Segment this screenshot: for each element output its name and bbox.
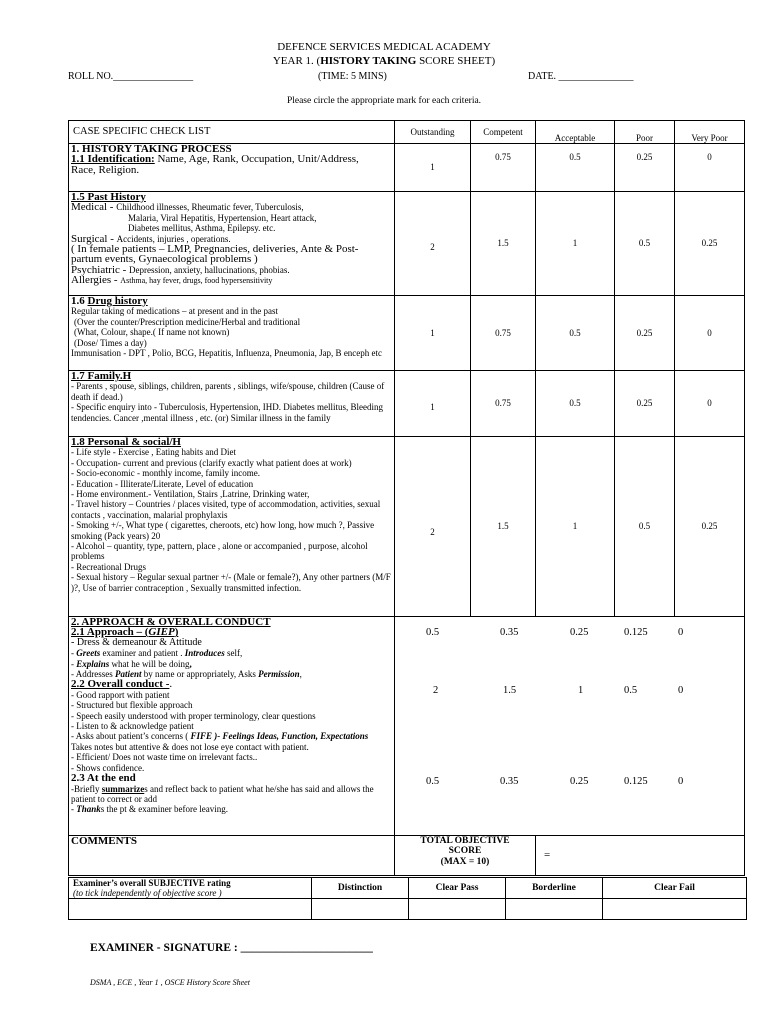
table-row-personal-social <box>69 437 745 617</box>
score-outstanding[interactable]: 2 <box>395 437 471 617</box>
table-row-comments <box>69 836 745 876</box>
drug-history-cell: 1.6 Drug history Regular taking of medications – at present and in the past (Over the counter/Prescription medicine/Herbal and traditional (What, Colour, shape.( If name not known) (Dose/ Times a day) Immunisation - DPT , Polio, BCG, Hepatitis, Influenza, Pneumonia, Jap, B enceph etc <box>69 296 395 371</box>
end-score-acceptable[interactable]: 0.25 <box>570 776 589 787</box>
family-history-cell: 1.7 Family.H - Parents , spouse, siblings, children, parents , siblings, wife/spouse, children (Cause of death if dead.) - Specific enquiry into - Tuberculosis, Hypertension, IHD. Diabetes mellitus, Bleeding tendencies. Cancer ,mental illness , etc. (or) Similar illness in the family <box>69 371 395 437</box>
drug-history-heading: Drug history <box>87 295 148 307</box>
total-score-field[interactable]: = <box>536 836 745 876</box>
conduct-score-outstanding[interactable]: 2 <box>433 685 439 696</box>
footer-text: DSMA , ECE , Year 1 , OSCE History Score Sheet <box>90 978 250 987</box>
score-outstanding[interactable]: 1 <box>395 144 471 192</box>
past-history-heading: 1.5 Past History <box>71 191 146 203</box>
institution-title: DEFENCE SERVICES MEDICAL ACADEMY <box>277 41 491 53</box>
score-competent[interactable]: 0.75 <box>471 371 536 437</box>
tick-distinction[interactable] <box>312 899 409 920</box>
identification-heading: 1.1 Identification: <box>71 153 155 166</box>
score-very-poor[interactable]: 0 <box>675 296 745 371</box>
header-acceptable: Acceptable <box>536 121 615 144</box>
approach-score-poor[interactable]: 0.125 <box>624 627 648 638</box>
examiner-signature-line[interactable]: EXAMINER - SIGNATURE : _______________________ <box>90 942 373 954</box>
tick-borderline[interactable] <box>506 899 603 920</box>
score-poor[interactable]: 0.25 <box>615 296 675 371</box>
conduct-score-very-poor[interactable]: 0 <box>678 685 684 696</box>
checklist-table <box>68 120 745 876</box>
score-very-poor[interactable]: 0.25 <box>675 437 745 617</box>
tick-clear-pass[interactable] <box>409 899 506 920</box>
identification-cell: 1. HISTORY TAKING PROCESS 1.1 Identification: Name, Age, Rank, Occupation, Unit/Address, Race, Religion. <box>69 144 395 192</box>
score-acceptable[interactable]: 0.5 <box>536 371 615 437</box>
approach-score-outstanding[interactable]: 0.5 <box>426 627 440 638</box>
header-poor: Poor <box>615 121 675 144</box>
personal-social-cell: 1.8 Personal & social/H - Life style - Exercise , Eating habits and Diet - Occupation- current and previous (clarify exactly what patient does at work) - Socio-economic - monthly income, family income. - Education - Illiterate/Literate, Level of education - Home environment.- Ventilation, Stairs ,Latrine, Drinking water, - Travel history – Countries / places visited, type of accommodation, activities, sexual contacts , vaccination, malarial prophylaxis - Smoking +/-, What type ( cigarettes, cheroots, etc) how long, how much ?, Passive smoking (Pack years) 20 - Alcohol – quantity, type, pattern, place , alone or accompanied , purpose, alcohol problems - Recreational Drugs - Sexual history – Regular sexual partner +/- (Male or female?), Any other partners (M/F )?, Use of barrier contraception , Sexually transmitted infection. <box>69 437 395 617</box>
table-header-row <box>69 121 745 144</box>
score-competent[interactable]: 1.5 <box>471 192 536 296</box>
table-row-family-history <box>69 371 745 437</box>
score-acceptable[interactable]: 1 <box>536 437 615 617</box>
rating-clear-pass: Clear Pass <box>409 878 506 899</box>
table-row-drug-history <box>69 296 745 371</box>
header-checklist: CASE SPECIFIC CHECK LIST <box>69 121 395 144</box>
score-outstanding[interactable]: 1 <box>395 371 471 437</box>
score-very-poor[interactable]: 0 <box>675 371 745 437</box>
comments-label: COMMENTS <box>71 835 137 847</box>
date-field[interactable]: DATE. _______________ <box>528 71 634 82</box>
conduct-score-competent[interactable]: 1.5 <box>503 685 517 696</box>
instruction-text: Please circle the appropriate mark for each criteria. <box>286 96 482 106</box>
personal-social-heading: 1.8 Personal & social/H <box>71 436 181 448</box>
score-poor[interactable]: 0.25 <box>615 144 675 192</box>
score-poor[interactable]: 0.5 <box>615 437 675 617</box>
approach-score-acceptable[interactable]: 0.25 <box>570 627 589 638</box>
family-history-heading: 1.7 Family.H <box>71 370 132 382</box>
conduct-heading: 2.2 Overall conduct - <box>71 678 170 691</box>
end-score-competent[interactable]: 0.35 <box>500 776 519 787</box>
score-competent[interactable]: 1.5 <box>471 437 536 617</box>
score-acceptable[interactable]: 0.5 <box>536 296 615 371</box>
conduct-score-acceptable[interactable]: 1 <box>578 685 584 696</box>
approach-conduct-cell: 2. APPROACH & OVERALL CONDUCT 2.1 Approach – (GIEP) - Dress & demeanour & Attitude - Greets examiner and patient . Introduces self, - Explains what he will be doing, - Addresses Patient by name or appropriately, Asks Permission, 2.2 Overall conduct -. - Good rapport with patient - Structured but flexible approach - Speech easily understood with proper terminology, clear questions - Listen to & acknowledge patient - Asks about patient’s concerns ( FIFE )- Feelings Ideas, Function, Expectations Takes notes but attentive & does not lose eye contact with patient. - Efficient/ Does not waste time on irrelevant facts.. - Shows confidence. 2.3 At the end -Briefly summarizes and reflect back to patient what he/she has said and allows the patient to correct or add - Thanks the pt & examiner before leaving. <box>69 617 395 836</box>
rating-header-row <box>69 878 747 899</box>
table-row-past-history <box>69 192 745 296</box>
score-very-poor[interactable]: 0 <box>675 144 745 192</box>
approach-score-very-poor[interactable]: 0 <box>678 627 684 638</box>
roll-no-field[interactable]: ROLL NO.________________ <box>68 71 194 82</box>
rating-label: Examiner’s overall SUBJECTIVE rating (to tick independently of objective score ) <box>69 878 312 899</box>
header-competent: Competent <box>471 121 536 144</box>
time-label: (TIME: 5 MINS) <box>318 71 387 82</box>
header-very-poor: Very Poor <box>675 121 745 144</box>
conduct-score-poor[interactable]: 0.5 <box>624 685 638 696</box>
score-outstanding[interactable]: 1 <box>395 296 471 371</box>
approach-scores-cell <box>395 617 745 836</box>
approach-score-competent[interactable]: 0.35 <box>500 627 519 638</box>
approach-heading: 2.1 Approach – (GIEP) <box>71 626 179 639</box>
rating-clear-fail: Clear Fail <box>603 878 747 899</box>
subjective-rating-table <box>68 877 747 920</box>
score-acceptable[interactable]: 0.5 <box>536 144 615 192</box>
section-approach-conduct: 2. APPROACH & OVERALL CONDUCT <box>71 616 271 628</box>
score-poor[interactable]: 0.5 <box>615 192 675 296</box>
table-row-approach-conduct <box>69 617 745 836</box>
past-history-cell: 1.5 Past History Medical - Childhood illnesses, Rheumatic fever, Tuberculosis, Malaria, Viral Hepatitis, Hypertension, Heart attack, Diabetes mellitus, Asthma, Epilepsy. etc. Surgical - Accidents, injuries , operations. ( In female patients – LMP, Pregnancies, deliveries, Ante & Post- partum events, Gynaecological problems ) Psychiatric - Depression, anxiety, hallucinations, phobias. Allergies - Asthma, hay fever, drugs, food hypersensitivity <box>69 192 395 296</box>
score-poor[interactable]: 0.25 <box>615 371 675 437</box>
sheet-title: YEAR 1. (HISTORY TAKING SCORE SHEET) <box>272 55 496 67</box>
table-row-identification <box>69 144 745 192</box>
score-competent[interactable]: 0.75 <box>471 296 536 371</box>
tick-clear-fail[interactable] <box>603 899 747 920</box>
score-very-poor[interactable]: 0.25 <box>675 192 745 296</box>
rating-borderline: Borderline <box>506 878 603 899</box>
score-outstanding[interactable]: 2 <box>395 192 471 296</box>
section-history-taking: 1. HISTORY TAKING PROCESS <box>71 143 232 155</box>
score-acceptable[interactable]: 1 <box>536 192 615 296</box>
rating-distinction: Distinction <box>312 878 409 899</box>
end-heading: 2.3 At the end <box>71 772 136 785</box>
end-score-very-poor[interactable]: 0 <box>678 776 684 787</box>
rating-tick-blank <box>69 899 312 920</box>
rating-tick-row <box>69 899 747 920</box>
end-score-outstanding[interactable]: 0.5 <box>426 776 440 787</box>
header-outstanding: Outstanding <box>395 121 471 144</box>
comments-cell[interactable] <box>69 836 395 876</box>
end-score-poor[interactable]: 0.125 <box>624 776 648 787</box>
score-competent[interactable]: 0.75 <box>471 144 536 192</box>
total-score-label: TOTAL OBJECTIVE SCORE (MAX = 10) <box>395 836 536 876</box>
